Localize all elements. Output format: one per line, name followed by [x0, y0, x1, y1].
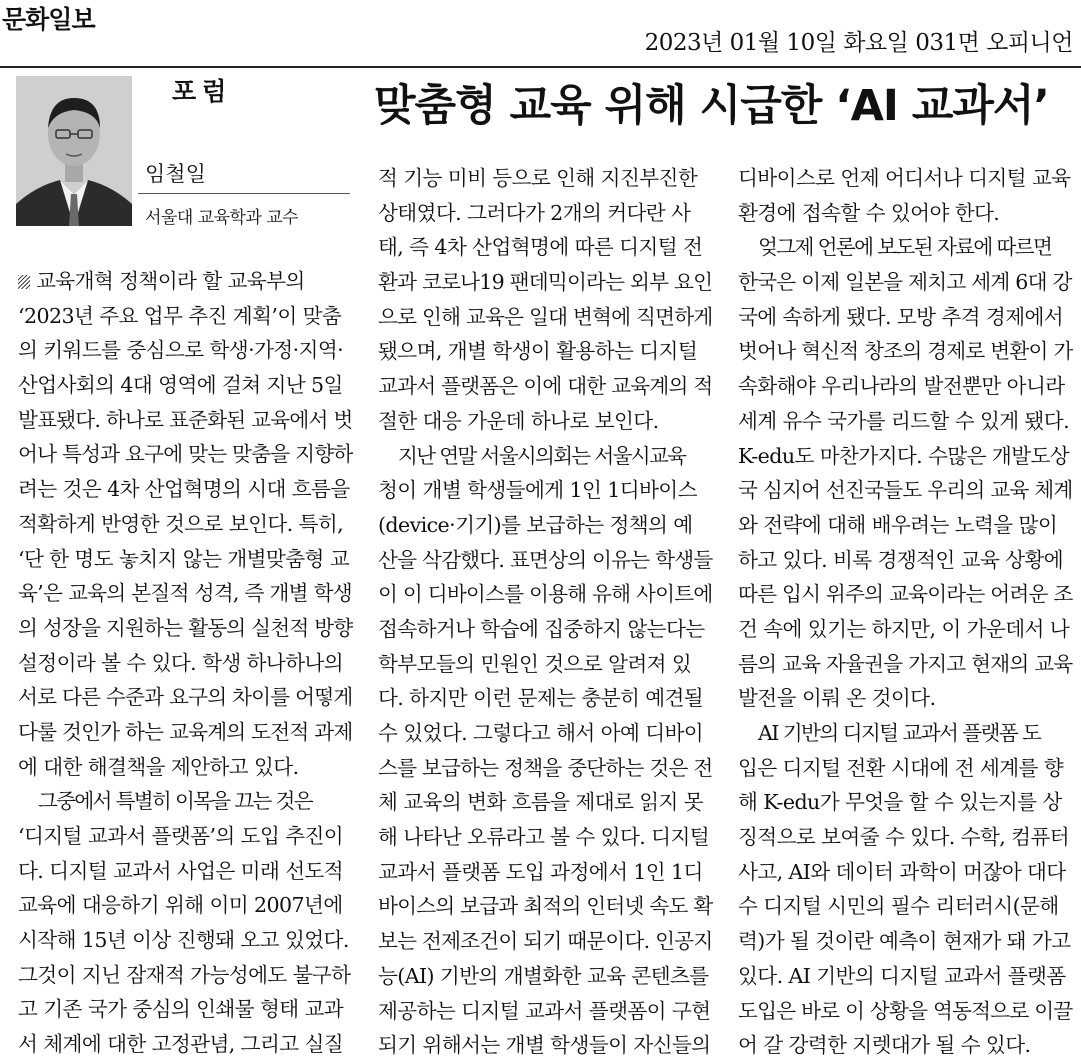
article-line: 산을 삭감했다. 표면상의 이유는 학생들	[378, 547, 713, 572]
article-line: 설정이라 볼 수 있다. 학생 하나하나의	[18, 650, 344, 675]
article-line: K-edu도 마찬가지다. 수많은 개발도상	[738, 443, 1070, 468]
article-line: 있다. AI 기반의 디지털 교과서 플랫폼	[738, 963, 1066, 988]
article-line: ‘단 한 명도 놓치지 않는 개별맞춤형 교	[18, 546, 350, 571]
article-paragraph	[738, 161, 1072, 230]
article-line: 이 이 디바이스를 이용해 유해 사이트에	[378, 582, 713, 607]
article-line: 능(AI) 기반의 개별화한 교육 콘텐츠를	[378, 963, 709, 988]
article-line: 청이 개별 학생들에게 1인 1디바이스	[378, 478, 697, 503]
article-line: 디바이스로 언제 어디서나 디지털 교육	[738, 166, 1071, 190]
article-line: 징적으로 보여줄 수 있다. 수학, 컴퓨터	[738, 825, 1070, 850]
author-photo	[16, 76, 132, 226]
article-paragraph	[18, 784, 352, 1062]
article-line	[18, 264, 352, 299]
article-line: 학부모들의 민원인 것으로 알려져 있	[378, 651, 692, 676]
article-line: 스를 보급하는 정책을 중단하는 것은 전	[378, 755, 713, 780]
article-line: 바이스의 보급과 최적의 인터넷 속도 확	[378, 894, 713, 919]
article-line: 고 기존 국가 중심의 인쇄물 형태 교과	[18, 997, 344, 1022]
article-line: 으로 인해 교육은 일대 변혁에 직면하게	[378, 304, 713, 329]
article-line: 교육에 대응하기 위해 이미 2007년에	[18, 893, 343, 918]
article-line: 려는 것은 4차 산업혁명의 시대 흐름을	[18, 477, 350, 502]
article-line: 벗어나 혁신적 창조의 경제로 변환이 가	[738, 339, 1073, 364]
article-line: 어 갈 강력한 지렛대가 될 수 있다.	[738, 1033, 1031, 1058]
article-column-1	[18, 264, 352, 1062]
article-line: ‘2023년 주요 업무 추진 계획’이 맞춤	[18, 303, 342, 328]
lead-marker-icon	[18, 275, 30, 289]
article-line: 어나 특성과 요구에 맞는 맞춤을 지향하	[18, 442, 353, 467]
article-line: 됐으며, 개별 학생이 활용하는 디지털	[378, 339, 698, 364]
article-column-3	[738, 161, 1072, 1063]
article-line: 세계 유수 국가를 리드할 수 있게 됐다.	[738, 408, 1070, 433]
article-line: 하고 있다. 비록 경쟁적인 교육 상황에	[738, 547, 1064, 572]
article-line-text: 교육개혁 정책이라 할 교육부의	[36, 269, 305, 293]
article-line: 육’은 교육의 본질적 성격, 즉 개별 학생	[18, 581, 352, 606]
article-line: 적 기능 미비 등으로 인해 지진부진한	[378, 166, 698, 190]
article-line: 도입은 바로 이 상황을 역동적으로 이끌	[738, 998, 1073, 1023]
article-line: 교과서 플랫폼은 이에 대한 교육계의 적	[378, 374, 713, 399]
article-line: 수 있었다. 그렇다고 해서 아예 디바이	[378, 721, 704, 745]
article-line: 서 체계에 대한 고정관념, 그리고 실질	[18, 1032, 344, 1057]
article-line: 해 나타난 오류라고 볼 수 있다. 디지털	[378, 825, 710, 850]
article-line: 력)가 될 것이란 예측이 현재가 돼 가고	[738, 929, 1071, 954]
article-line: 에 대한 해결책을 제안하고 있다.	[18, 754, 299, 779]
article-line: 름의 교육 자율권을 가지고 현재의 교육	[738, 651, 1073, 676]
article-line: 해 K-edu가 무엇을 할 수 있는지를 상	[738, 790, 1062, 815]
article-line: 속화해야 우리나라의 발전뿐만 아니라	[738, 374, 1065, 399]
article-line: 시작해 15년 이상 진행돼 오고 있었다.	[18, 928, 349, 953]
article-line: 사고, AI와 데이터 과학이 머잖아 대다	[738, 859, 1066, 884]
article-line: 발전을 이뤄 온 것이다.	[738, 686, 936, 711]
headline: 맞춤형 교육 위해 시급한 ‘AI 교과서’	[374, 81, 1049, 131]
article-line: 건 속에 있기는 하지만, 이 가운데서 나	[738, 616, 1070, 641]
article-line: 다룰 것인가 하는 교육계의 도전적 과제	[18, 719, 353, 744]
article-line: 되기 위해서는 개별 학생들이 자신들의	[378, 1033, 711, 1058]
article-line: 다. 하지만 이런 문제는 충분히 예견될	[378, 686, 704, 711]
article-paragraph	[378, 439, 712, 1063]
article-line: 수 디지털 시민의 필수 리터러시(문해	[738, 894, 1059, 919]
article-line: 상태였다. 그러다가 2개의 커다란 사	[378, 200, 691, 225]
author-divider	[138, 193, 350, 194]
article-paragraph	[18, 264, 352, 784]
article-line: 환경에 접속할 수 있어야 한다.	[738, 200, 1000, 225]
article-line: 절한 대응 가운데 하나로 보인다.	[378, 408, 659, 433]
article-line: 입은 디지털 전환 시대에 전 세계를 향	[738, 755, 1064, 780]
article-paragraph	[738, 716, 1072, 1063]
article-column-2	[378, 161, 712, 1063]
edition-info: 2023년 01월 10일 화요일 031면 오피니언	[644, 30, 1073, 56]
article-line: 따른 입시 위주의 교육이라는 어려운 조	[738, 582, 1073, 607]
article-line: 엊그제 언론에 보도된 자료에 따르면	[758, 235, 1052, 260]
article-line: 서로 다른 수준과 요구의 차이를 어떻게	[18, 685, 353, 710]
author-name: 임철일	[145, 162, 206, 186]
article-line: 제공하는 디지털 교과서 플랫폼이 구현	[378, 998, 711, 1023]
article-line: AI 기반의 디지털 교과서 플랫폼 도	[758, 721, 1041, 745]
author-affiliation: 서울대 교육학과 교수	[145, 208, 299, 228]
article-line: 환과 코로나19 팬데믹이라는 외부 요인	[378, 270, 713, 295]
article-line: 교과서 플랫폼 도입 과정에서 1인 1디	[378, 859, 703, 884]
article-line: 적확하게 반영한 것으로 보인다. 특히,	[18, 511, 344, 536]
article-line: 와 전략에 대해 배우려는 노력을 많이	[738, 512, 1058, 537]
article-line: 의 성장을 지원하는 활동의 실천적 방향	[18, 615, 353, 640]
article-line: (device·기기)를 보급하는 정책의 예	[378, 512, 693, 537]
article-line: 국 심지어 선진국들도 우리의 교육 체계	[738, 478, 1073, 503]
newspaper-name: 문화일보	[2, 5, 95, 34]
article-line: 발표됐다. 하나로 표준화된 교육에서 벗	[18, 407, 353, 432]
article-line: 접속하거나 학습에 집중하지 않는다는	[378, 616, 705, 641]
section-label: 포럼	[172, 77, 233, 106]
article-line: 보는 전제조건이 되기 때문이다. 인공지	[378, 929, 713, 954]
article-line: 그중에서 특별히 이목을 끄는 것은	[38, 789, 312, 814]
article-line: 다. 디지털 교과서 사업은 미래 선도적	[18, 858, 344, 883]
article-line: 태, 즉 4차 산업혁명에 따른 디지털 전	[378, 235, 703, 260]
header-rule	[0, 66, 1081, 68]
article-line: ‘디지털 교과서 플랫폼’의 도입 추진이	[18, 824, 344, 848]
article-line: 체 교육의 변화 흐름을 제대로 읽지 못	[378, 790, 704, 815]
article-line: 국에 속하게 됐다. 모방 추격 경제에서	[738, 304, 1064, 329]
article-line: 한국은 이제 일본을 제치고 세계 6대 강	[738, 270, 1072, 295]
article-line: 산업사회의 4대 영역에 걸쳐 지난 5일	[18, 373, 343, 398]
article-paragraph	[378, 161, 712, 439]
article-paragraph	[738, 230, 1072, 716]
article-line: 그것이 지닌 잠재적 가능성에도 불구하	[18, 962, 351, 987]
article-line: 지난 연말 서울시의회는 서울시교육	[398, 443, 686, 468]
article-line: 의 키워드를 중심으로 학생·가정·지역·	[18, 338, 344, 363]
